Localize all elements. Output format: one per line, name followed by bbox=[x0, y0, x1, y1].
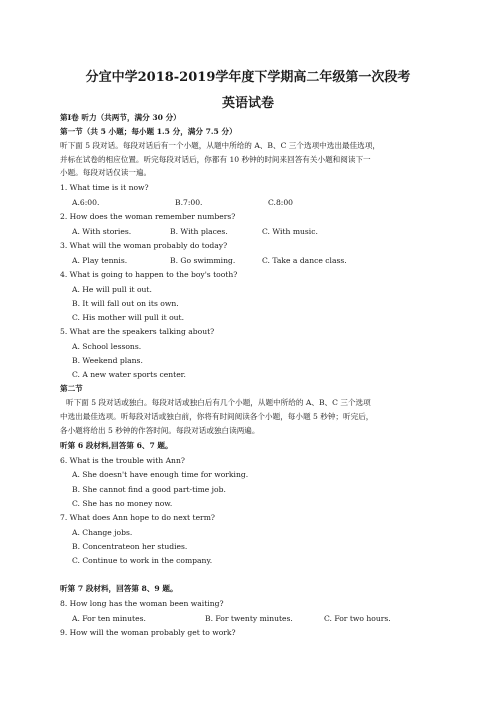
q8-option-b: B. For twenty minutes. bbox=[205, 614, 293, 623]
section2-instruction-line: 中选出最佳选项。听每段对话或独白前，你将有时间阅读各个小题，每小题 5 秒钟；听完后， bbox=[60, 412, 374, 421]
q1-option-a: A.6:00. bbox=[72, 198, 100, 207]
question-4: 4. What is going to happen to the boy's tooth? bbox=[60, 270, 238, 279]
q7-option-a: A. Change jobs. bbox=[72, 528, 133, 537]
section1-instruction-line: 小题。每段对话仅读一遍。 bbox=[60, 168, 152, 177]
q6-option-c: C. She has no money now. bbox=[72, 499, 173, 508]
q7-option-c: C. Continue to work in the company. bbox=[72, 556, 213, 565]
q2-option-c: C. With music. bbox=[262, 227, 318, 236]
q5-option-b: B. Weekend plans. bbox=[72, 356, 143, 365]
question-2: 2. How does the woman remember numbers? bbox=[60, 212, 236, 221]
section1-heading: 第一节（共 5 小题；每小题 1.5 分，满分 7.5 分） bbox=[60, 127, 237, 136]
question-7: 7. What does Ann hope to do next term? bbox=[60, 513, 215, 522]
q3-option-b: B. Go swimming. bbox=[170, 256, 236, 265]
material-7-heading: 听第 7 段材料，回答第 8、9 题。 bbox=[60, 584, 178, 593]
section1-instruction-line: 并标在试卷的相应位置。听完每段对话后，你都有 10 秒钟的时间来回答有关小题和阅读下一 bbox=[60, 155, 371, 164]
q6-option-b: B. She cannot find a good part-time job. bbox=[72, 485, 226, 494]
section1-instruction-line: 听下面 5 段对话。每段对话后有一个小题，从题中所给的 A、B、C 三个选项中选出最佳选项， bbox=[60, 141, 380, 150]
q3-option-a: A. Play tennis. bbox=[72, 256, 128, 265]
material-6-heading: 听第 6 段材料,回答第 6、7 题。 bbox=[60, 441, 173, 450]
q5-option-c: C. A new water sports center. bbox=[72, 370, 186, 379]
question-9: 9. How will the woman probably get to work? bbox=[60, 628, 236, 637]
question-8: 8. How long has the woman been waiting? bbox=[60, 599, 224, 608]
q3-option-c: C. Take a dance class. bbox=[262, 256, 347, 265]
q6-option-a: A. She doesn't have enough time for working. bbox=[72, 470, 249, 479]
q5-option-a: A. School lessons. bbox=[72, 342, 142, 351]
section2-heading: 第二节 bbox=[60, 384, 83, 393]
question-1: 1. What time is it now? bbox=[60, 183, 149, 192]
q1-option-b: B.7:00. bbox=[175, 198, 203, 207]
q8-option-a: A. For ten minutes. bbox=[72, 614, 146, 623]
question-6: 6. What is the trouble with Ann? bbox=[60, 456, 185, 465]
q2-option-a: A. With stories. bbox=[72, 227, 132, 236]
exam-subtitle: 英语试卷 bbox=[221, 96, 274, 111]
part1-heading: 第Ⅰ卷 听力（共两节，满分 30 分） bbox=[60, 113, 181, 122]
q4-option-b: B. It will fall out on its own. bbox=[72, 299, 179, 308]
question-3: 3. What will the woman probably do today? bbox=[60, 241, 228, 250]
q2-option-b: B. With places. bbox=[170, 227, 228, 236]
section2-instruction-line: 各小题将给出 5 秒钟的作答时间。每段对话或独白读两遍。 bbox=[60, 426, 260, 435]
q4-option-c: C. His mother will pull it out. bbox=[72, 313, 185, 322]
question-5: 5. What are the speakers talking about? bbox=[60, 327, 215, 336]
section2-instruction-line: 听下面 5 段对话或独白。每段对话或独白后有几个小题，从题中所给的 A、B、C 三个选项 bbox=[66, 398, 371, 407]
q7-option-b: B. Concentrateon her studies. bbox=[72, 542, 188, 551]
exam-title: 分宜中学2018-2019学年度下学期高二年级第一次段考 bbox=[85, 70, 411, 85]
q1-option-c: C.8:00 bbox=[268, 198, 294, 207]
q4-option-a: A. He will pull it out. bbox=[72, 285, 152, 294]
q8-option-c: C. For two hours. bbox=[324, 614, 391, 623]
